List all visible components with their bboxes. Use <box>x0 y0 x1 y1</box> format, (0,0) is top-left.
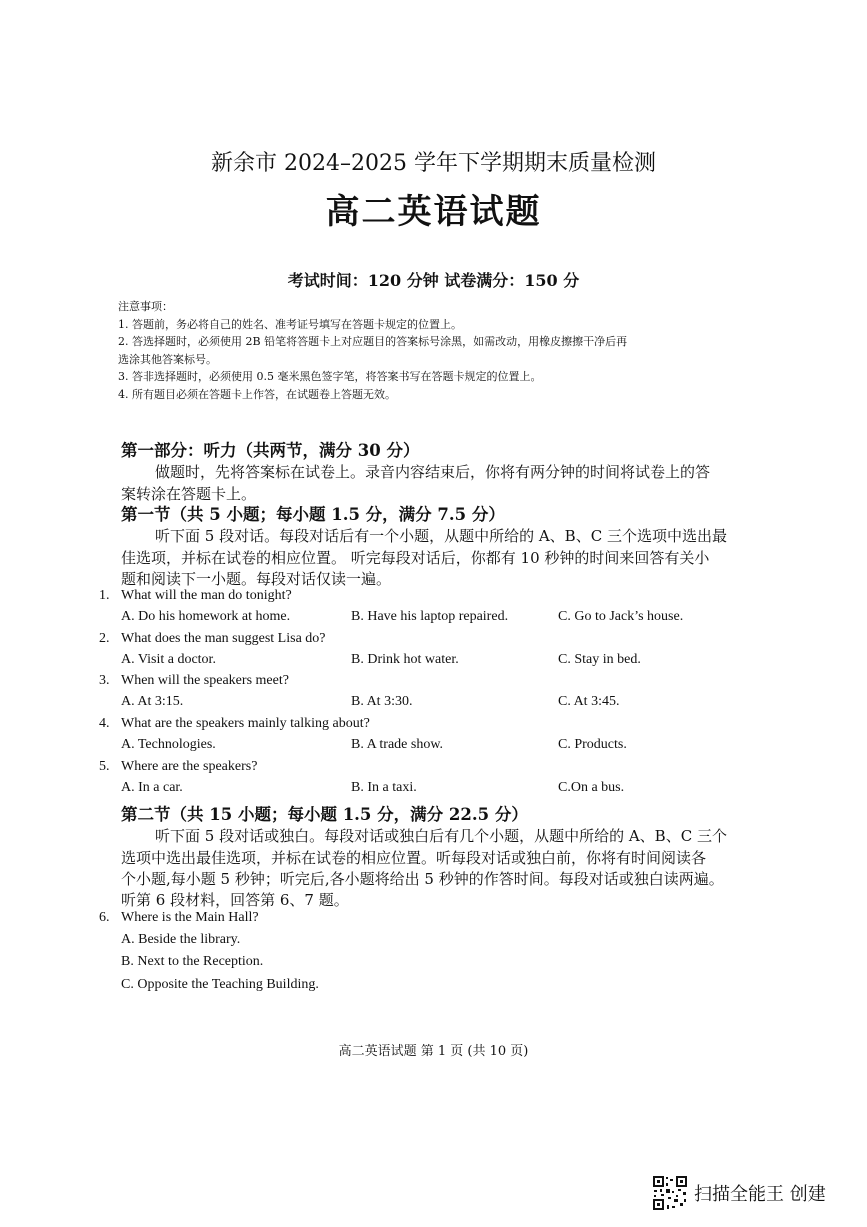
notes-item: 选涂其他答案标号。 <box>118 352 217 366</box>
section1-instruction: 佳选项，并标在试卷的相应位置。 听完每段对话后，你都有 10 秒钟的时间来回答有关小 <box>121 549 710 567</box>
question-text: What are the speakers mainly talking about? <box>121 716 370 731</box>
option-c: C. Products. <box>558 737 627 752</box>
notes-item: 1. 答题前，务必将自己的姓名、准考证号填写在答题卡规定的位置上。 <box>118 317 462 331</box>
option-a: A. Technologies. <box>121 737 216 752</box>
watermark-text: 扫描全能王 创建 <box>694 1184 826 1205</box>
option-b: B. Have his laptop repaired. <box>351 609 509 624</box>
part1-instruction: 做题时，先将答案标在试卷上。录音内容结束后，你将有两分钟的时间将试卷上的答 <box>155 463 711 481</box>
part1-heading: 第一部分：听力（共两节，满分 30 分） <box>121 441 420 460</box>
option-b: B. Next to the Reception. <box>121 954 264 969</box>
question-number: 3. <box>99 673 110 688</box>
section2-instruction: 听第 6 段材料，回答第 6、7 题。 <box>121 891 349 909</box>
notes-item: 2. 答选择题时，必须使用 2B 铅笔将答题卡上对应题目的答案标号涂黑，如需改动，用橡皮擦擦干净后再 <box>118 335 628 348</box>
option-c: C. Opposite the Teaching Building. <box>121 977 319 992</box>
question-number: 4. <box>99 716 110 731</box>
option-c: C. At 3:45. <box>558 694 620 709</box>
option-a: A. Beside the library. <box>121 932 241 947</box>
section1-heading: 第一节（共 5 小题；每小题 1.5 分，满分 7.5 分） <box>121 505 505 524</box>
question-number: 5. <box>99 759 110 774</box>
section2-instruction: 选项中选出最佳选项，并标在试卷的相应位置。听每段对话或独白前，你将有时间阅读各 <box>121 849 707 867</box>
question-text: When will the speakers meet? <box>121 673 289 688</box>
option-b: B. At 3:30. <box>351 694 413 709</box>
exam-title: 高二英语试题 <box>325 192 542 232</box>
option-c: C. Stay in bed. <box>558 652 641 667</box>
option-c: C. Go to Jack’s house. <box>558 609 684 624</box>
section2-heading: 第二节（共 15 小题；每小题 1.5 分，满分 22.5 分） <box>121 805 528 824</box>
question-number: 2. <box>99 631 110 646</box>
section1-instruction: 听下面 5 段对话。每段对话后有一个小题，从题中所给的 A、B、C 三个选项中选出最 <box>155 527 727 545</box>
qr-code-icon <box>652 1175 688 1211</box>
notes-item: 4. 所有题目必须在答题卡上作答，在试题卷上答题无效。 <box>118 387 396 401</box>
option-a: A. Visit a doctor. <box>121 652 216 667</box>
question-text: What will the man do tonight? <box>121 588 292 603</box>
notes-heading: 注意事项： <box>118 300 173 313</box>
question-number: 6. <box>99 910 110 925</box>
exam-subtitle: 新余市 2024–2025 学年下学期期末质量检测 <box>211 151 656 176</box>
notes-block <box>118 298 627 403</box>
option-b: B. In a taxi. <box>351 780 417 795</box>
question-number: 1. <box>99 588 110 603</box>
section2-instruction: 个小题,每小题 5 秒钟；听完后,各小题将给出 5 秒钟的作答时间。每段对话或独白读两遍。 <box>121 870 724 888</box>
section2-instruction: 听下面 5 段对话或独白。每段对话或独白后有几个小题，从题中所给的 A、B、C 三个 <box>155 827 727 845</box>
exam-info: 考试时间：120 分钟 试卷满分：150 分 <box>287 271 580 290</box>
option-c: C.On a bus. <box>558 780 625 795</box>
option-b: B. A trade show. <box>351 737 444 752</box>
page-footer: 高二英语试题 第 1 页 (共 10 页) <box>338 1044 529 1059</box>
option-a: A. Do his homework at home. <box>121 609 291 624</box>
question-text: Where are the speakers? <box>121 759 258 774</box>
question-text: Where is the Main Hall? <box>121 910 259 925</box>
option-a: A. In a car. <box>121 780 183 795</box>
notes-item: 3. 答非选择题时，必须使用 0.5 毫米黑色签字笔，将答案书写在答题卡规定的位置上。 <box>118 370 542 383</box>
option-b: B. Drink hot water. <box>351 652 459 667</box>
section1-instruction: 题和阅读下一小题。每段对话仅读一遍。 <box>121 570 392 588</box>
question-text: What does the man suggest Lisa do? <box>121 631 326 646</box>
part1-instruction: 案转涂在答题卡上。 <box>121 485 257 503</box>
option-a: A. At 3:15. <box>121 694 184 709</box>
scanner-watermark <box>652 1175 826 1211</box>
